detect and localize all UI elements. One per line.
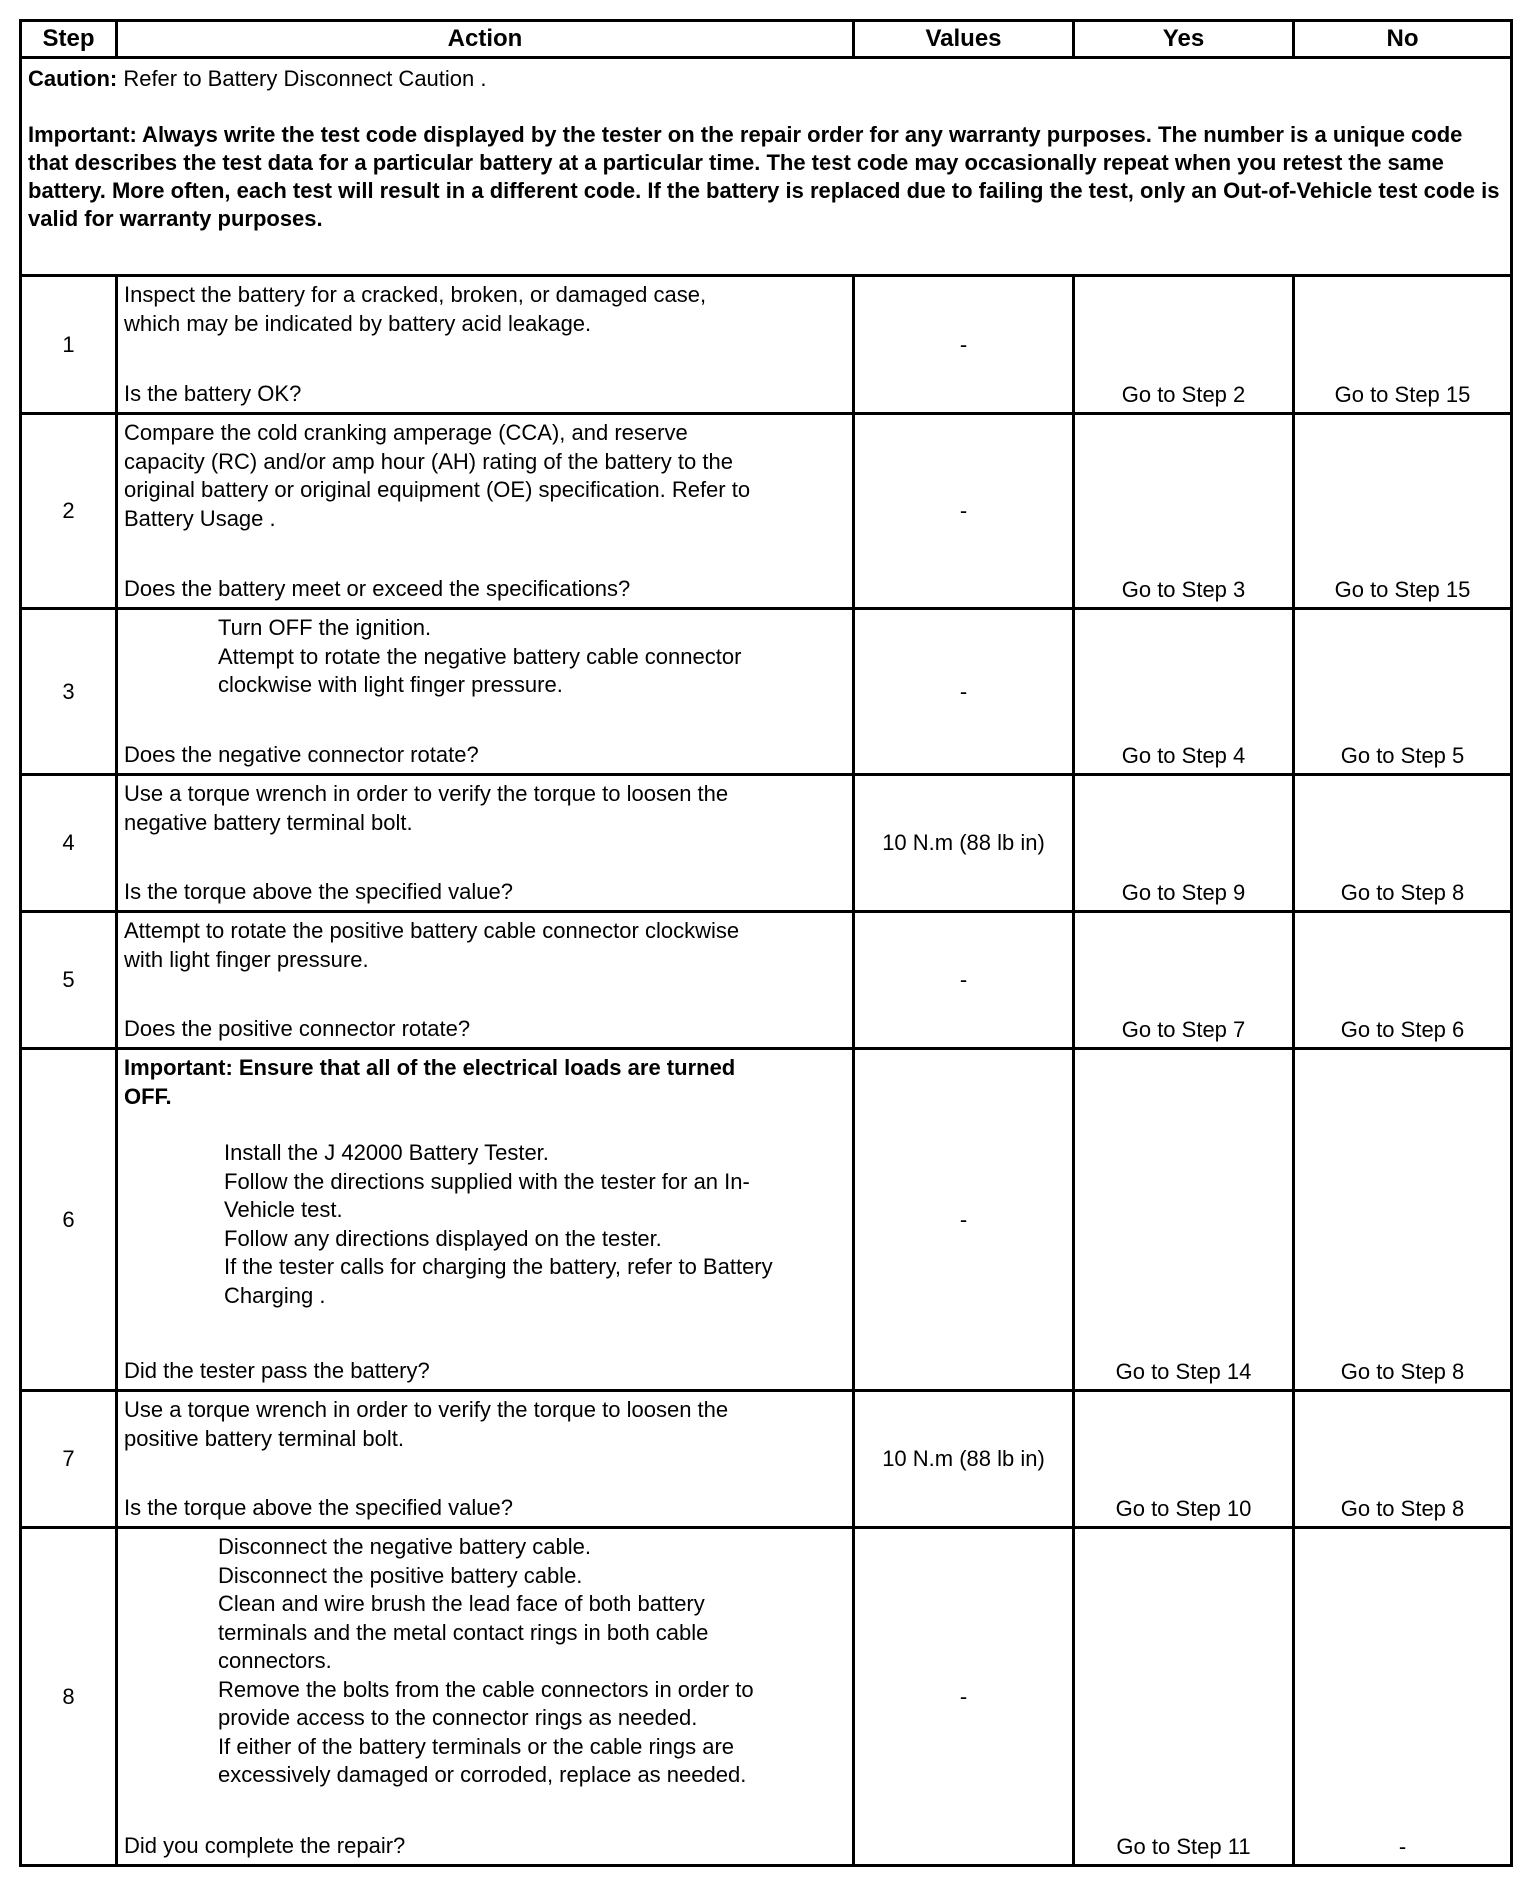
yes-link[interactable]: Go to Step 4 xyxy=(1121,743,1246,768)
step-number: 5 xyxy=(21,912,117,1049)
header-no: No xyxy=(1294,21,1512,58)
action-line: positive battery terminal bolt. xyxy=(124,1425,405,1451)
action-question: Does the battery meet or exceed the specifications? xyxy=(124,575,631,601)
action-cell xyxy=(117,609,854,775)
yes-cell xyxy=(1074,414,1294,609)
action-line: connectors. xyxy=(218,1648,332,1673)
step-number: 4 xyxy=(21,775,117,912)
caution-note xyxy=(21,58,1512,276)
step-number: 8 xyxy=(21,1528,117,1866)
caution-row xyxy=(21,58,1512,276)
no-cell xyxy=(1294,775,1512,912)
table-row xyxy=(21,1391,1512,1528)
step-number: 6 xyxy=(21,1049,117,1391)
action-cell xyxy=(117,414,854,609)
action-line: terminals and the metal contact rings in both cable xyxy=(218,1619,709,1645)
yes-link[interactable]: Go to Step 11 xyxy=(1116,1834,1251,1859)
no-cell xyxy=(1294,1391,1512,1528)
value-cell: - xyxy=(854,1528,1074,1866)
action-line: capacity (RC) and/or amp hour (AH) rating of the battery to the xyxy=(124,448,733,474)
action-line: Follow the directions supplied with the tester for an In- xyxy=(224,1168,750,1194)
diagnostic-table xyxy=(19,19,1513,1867)
action-line: Disconnect the positive battery cable. xyxy=(218,1562,583,1588)
action-line: Follow any directions displayed on the tester. xyxy=(224,1225,662,1251)
action-line: Use a torque wrench in order to verify the torque to loosen the xyxy=(124,781,729,806)
action-line: Disconnect the negative battery cable. xyxy=(218,1534,592,1559)
value-cell: - xyxy=(854,1049,1074,1391)
no-link[interactable]: Go to Step 8 xyxy=(1340,1359,1465,1384)
yes-cell xyxy=(1074,912,1294,1049)
action-question: Does the negative connector rotate? xyxy=(124,741,479,767)
action-cell xyxy=(117,912,854,1049)
no-link[interactable]: Go to Step 5 xyxy=(1340,743,1465,768)
action-line: excessively damaged or corroded, replace as needed. xyxy=(218,1762,747,1787)
action-question: Did you complete the repair? xyxy=(124,1832,406,1858)
action-line: clockwise with light finger pressure. xyxy=(218,672,563,697)
table-row xyxy=(21,775,1512,912)
step-number: 3 xyxy=(21,609,117,775)
yes-link[interactable]: Go to Step 7 xyxy=(1121,1017,1246,1042)
action-line: Attempt to rotate the negative battery cable connector xyxy=(218,643,742,669)
no-cell xyxy=(1294,912,1512,1049)
no-cell xyxy=(1294,276,1512,414)
no-link[interactable]: Go to Step 8 xyxy=(1340,1496,1465,1521)
no-cell xyxy=(1294,1049,1512,1391)
table-row xyxy=(21,414,1512,609)
action-line: Charging . xyxy=(224,1282,326,1308)
action-line: which may be indicated by battery acid leakage. xyxy=(124,310,592,336)
header-row xyxy=(21,21,1512,58)
step-number: 7 xyxy=(21,1391,117,1528)
important-line: Important: Ensure that all of the electrical loads are turned xyxy=(124,1055,736,1080)
yes-link[interactable]: Go to Step 3 xyxy=(1121,577,1246,602)
action-line: Compare the cold cranking amperage (CCA), and reserve xyxy=(124,420,688,445)
action-line: If the tester calls for charging the battery, refer to Battery xyxy=(224,1254,773,1279)
action-line: Attempt to rotate the positive battery cable connector clockwise xyxy=(124,918,740,943)
header-step: Step xyxy=(21,21,117,58)
action-line: with light finger pressure. xyxy=(124,946,369,972)
action-line: Vehicle test. xyxy=(224,1197,343,1222)
no-cell xyxy=(1294,609,1512,775)
action-line: Turn OFF the ignition. xyxy=(218,615,432,640)
no-cell xyxy=(1294,1528,1512,1866)
yes-cell xyxy=(1074,775,1294,912)
action-cell xyxy=(117,1528,854,1866)
yes-link[interactable]: Go to Step 10 xyxy=(1115,1496,1252,1521)
action-cell xyxy=(117,775,854,912)
no-link[interactable]: Go to Step 15 xyxy=(1334,577,1471,602)
table-row xyxy=(21,912,1512,1049)
table-row xyxy=(21,1049,1512,1391)
table-row xyxy=(21,609,1512,775)
action-line: provide access to the connector rings as needed. xyxy=(218,1705,698,1730)
caution-text: Refer to Battery Disconnect Caution . xyxy=(117,66,487,91)
yes-cell xyxy=(1074,1528,1294,1866)
important-note: Important: Always write the test code displayed by the tester on the repair order for any warranty purposes. The number is a unique code that describes the test data for a particular battery at a particular time. The test code may occasionally repeat when you retest the same battery. More often, each test will result in a different code. If the battery is replaced due to failing the test, only an Out-of-Vehicle test code is valid for warranty purposes. xyxy=(28,122,1500,231)
value-cell: - xyxy=(854,609,1074,775)
yes-link[interactable]: Go to Step 14 xyxy=(1115,1359,1252,1384)
yes-cell xyxy=(1074,276,1294,414)
action-line: Install the J 42000 Battery Tester. xyxy=(224,1140,549,1165)
action-line: negative battery terminal bolt. xyxy=(124,809,413,835)
no-cell xyxy=(1294,414,1512,609)
action-question: Is the torque above the specified value? xyxy=(124,878,513,904)
table-row xyxy=(21,276,1512,414)
no-link: - xyxy=(1398,1834,1407,1859)
value-cell: - xyxy=(854,414,1074,609)
action-question: Did the tester pass the battery? xyxy=(124,1357,430,1383)
action-question: Is the battery OK? xyxy=(124,380,302,406)
no-link[interactable]: Go to Step 6 xyxy=(1340,1017,1465,1042)
value-cell: - xyxy=(854,276,1074,414)
yes-cell xyxy=(1074,1049,1294,1391)
important-line: OFF. xyxy=(124,1083,172,1109)
yes-cell xyxy=(1074,1391,1294,1528)
value-cell: 10 N.m (88 lb in) xyxy=(854,775,1074,912)
header-action: Action xyxy=(117,21,854,58)
action-question: Does the positive connector rotate? xyxy=(124,1015,471,1041)
action-line: Use a torque wrench in order to verify the torque to loosen the xyxy=(124,1397,729,1422)
yes-link[interactable]: Go to Step 2 xyxy=(1121,382,1246,407)
step-number: 1 xyxy=(21,276,117,414)
action-line: Battery Usage . xyxy=(124,505,276,531)
action-line: Inspect the battery for a cracked, broken, or damaged case, xyxy=(124,282,707,307)
action-cell xyxy=(117,1049,854,1391)
value-cell: 10 N.m (88 lb in) xyxy=(854,1391,1074,1528)
caution-label: Caution: xyxy=(28,66,118,91)
step-number: 2 xyxy=(21,414,117,609)
yes-cell xyxy=(1074,609,1294,775)
header-values: Values xyxy=(854,21,1074,58)
action-line: If either of the battery terminals or the cable rings are xyxy=(218,1733,735,1759)
action-line: Clean and wire brush the lead face of both battery xyxy=(218,1591,705,1616)
header-yes: Yes xyxy=(1074,21,1294,58)
action-cell xyxy=(117,1391,854,1528)
action-line: Remove the bolts from the cable connectors in order to xyxy=(218,1676,754,1702)
action-line: original battery or original equipment (OE) specification. Refer to xyxy=(124,477,751,502)
action-question: Is the torque above the specified value? xyxy=(124,1494,513,1520)
action-cell xyxy=(117,276,854,414)
value-cell: - xyxy=(854,912,1074,1049)
yes-link[interactable]: Go to Step 9 xyxy=(1121,880,1246,905)
no-link[interactable]: Go to Step 8 xyxy=(1340,880,1465,905)
table-row xyxy=(21,1528,1512,1866)
no-link[interactable]: Go to Step 15 xyxy=(1334,382,1471,407)
